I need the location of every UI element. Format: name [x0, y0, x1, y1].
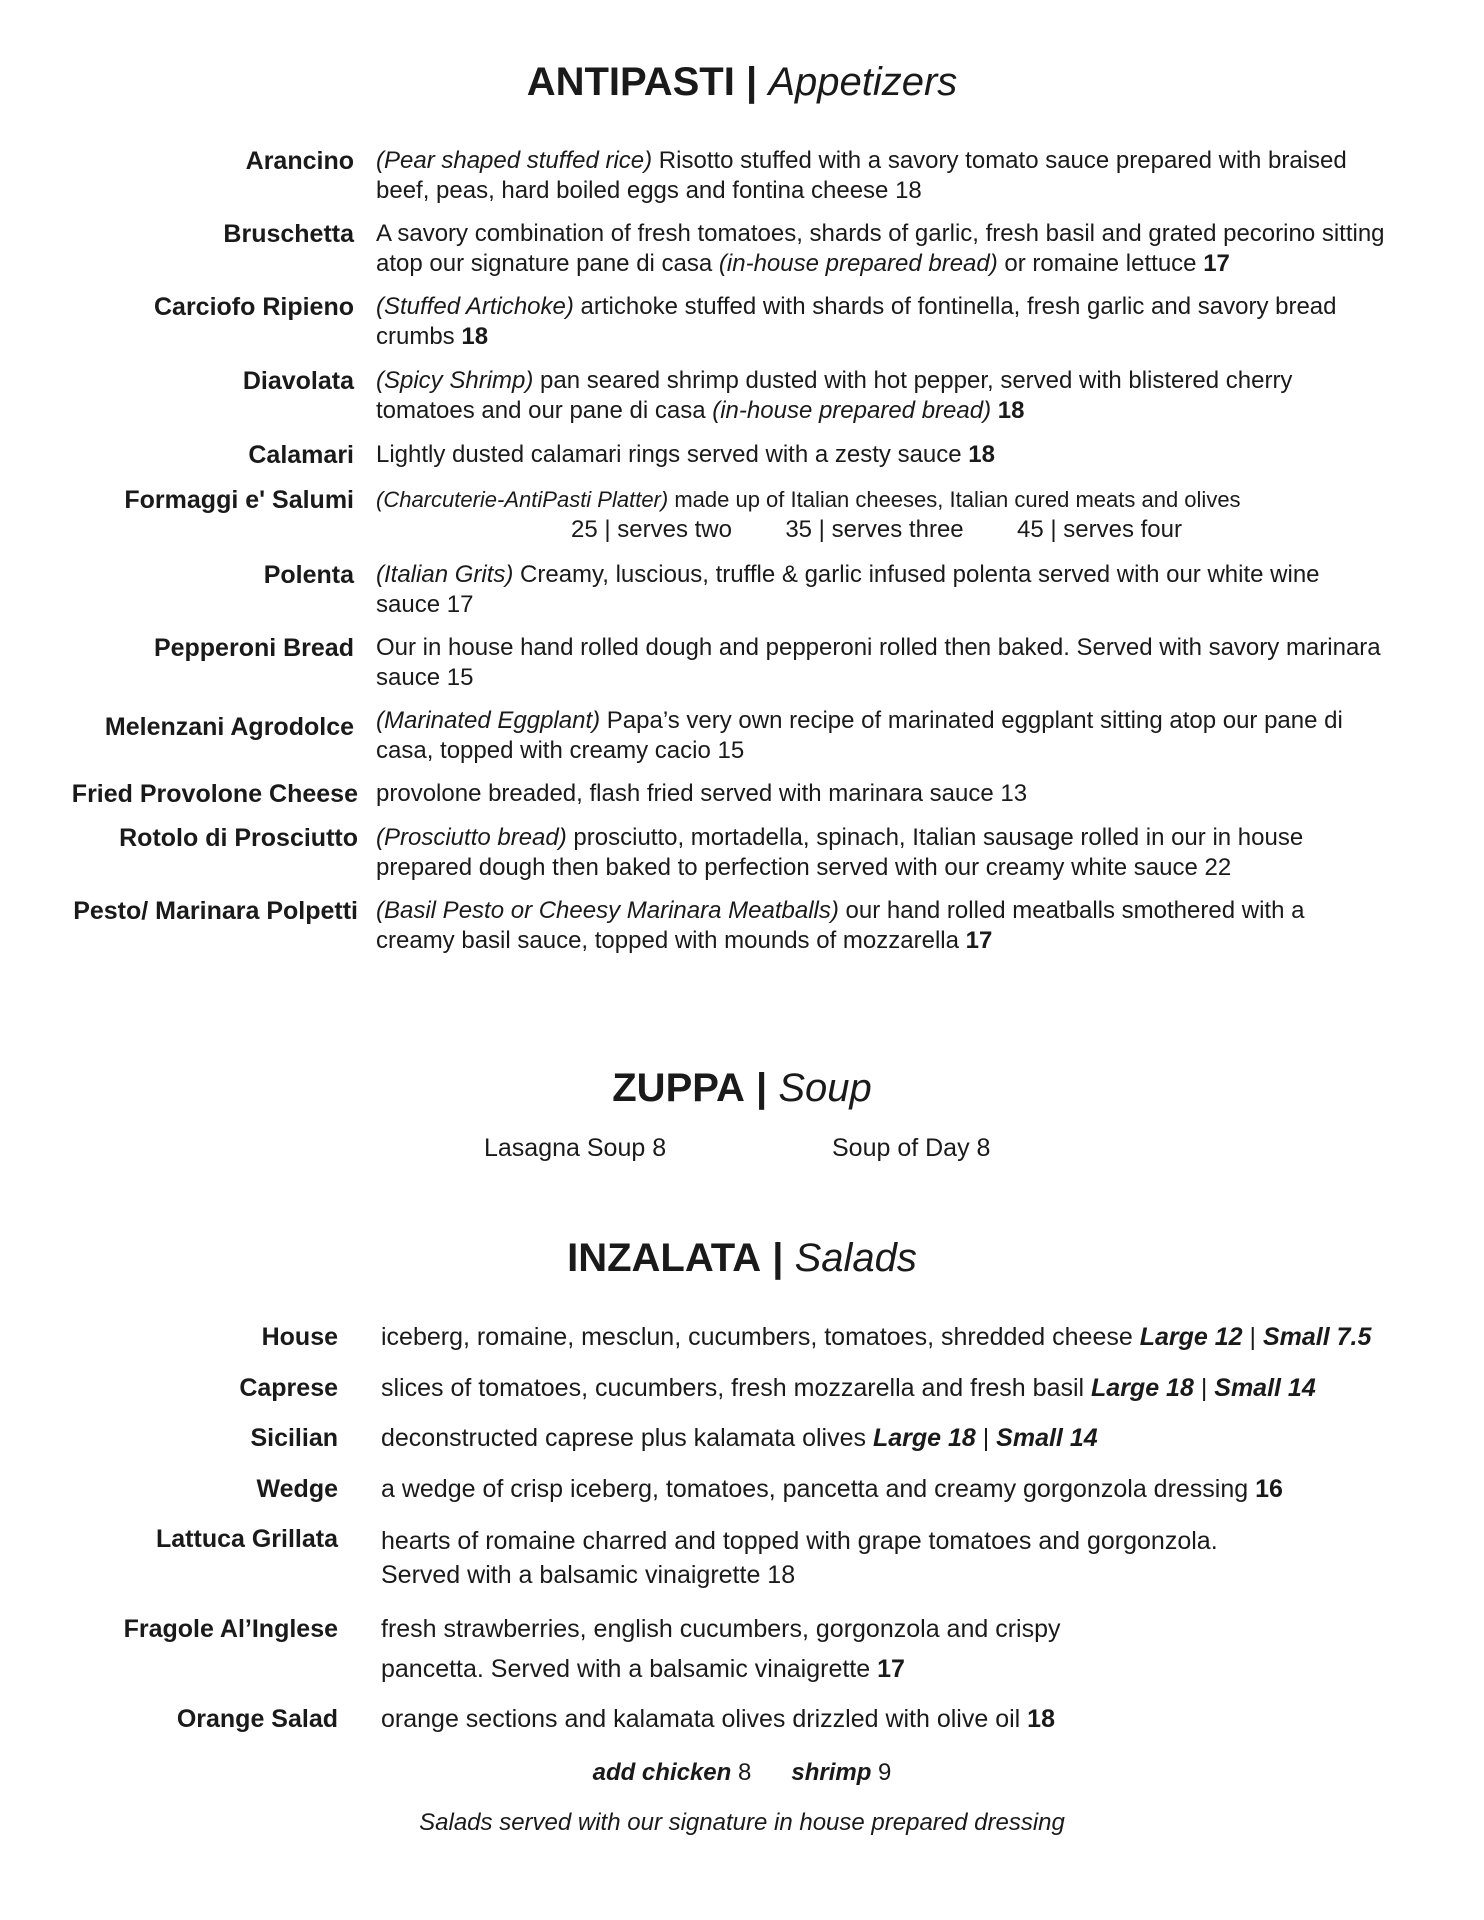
- item-price: 17: [877, 1655, 905, 1683]
- item-price: 18: [968, 441, 995, 468]
- item-description: [376, 896, 1386, 956]
- heading-separator: |: [755, 1066, 768, 1110]
- addon-shrimp-price: 9: [878, 1759, 892, 1786]
- size-option: 35 | serves three: [785, 516, 964, 543]
- item-description: [376, 706, 1386, 766]
- item-text: Papa’s very own recipe of marinated eggplant sitting atop our pane di casa, topped with creamy cacio: [376, 707, 1343, 764]
- item-description: [381, 1609, 1391, 1689]
- item-name: Lattuca Grillata: [156, 1525, 338, 1553]
- item-description: [376, 560, 1386, 620]
- item-note: (Spicy Shrimp): [376, 367, 534, 394]
- item-description: [381, 1373, 1391, 1403]
- item-description: [381, 1322, 1391, 1352]
- item-name: Polenta: [263, 561, 354, 589]
- item-name: Caprese: [239, 1374, 338, 1402]
- heading-separator: |: [772, 1236, 784, 1280]
- item-price: 18: [461, 323, 489, 350]
- platter-sizes: [571, 515, 1386, 545]
- item-price: 22: [1204, 854, 1232, 881]
- item-text: Creamy, luscious, truffle & garlic infused polenta served with our white wine sauce: [376, 561, 1320, 618]
- zuppa-subtitle: Soup: [778, 1066, 872, 1110]
- item-note: (Italian Grits): [376, 561, 514, 588]
- addon-shrimp-label: shrimp: [791, 1759, 872, 1786]
- item-description: [381, 1423, 1391, 1453]
- item-name: Bruschetta: [223, 220, 354, 248]
- small-price: Small 14: [996, 1424, 1098, 1452]
- inzalata-title: INZALATA: [567, 1236, 762, 1280]
- item-description: [376, 366, 1386, 426]
- inzalata-subtitle: Salads: [794, 1236, 917, 1280]
- item-name: Melenzani Agrodolce: [104, 713, 354, 741]
- item-description: [381, 1474, 1391, 1504]
- item-text: fresh strawberries, english cucumbers, gorgonzola and crispy: [381, 1615, 1061, 1643]
- large-price: Large 18: [872, 1424, 976, 1452]
- item-note: (Stuffed Artichoke): [376, 293, 574, 320]
- item-note: (Basil Pesto or Cheesy Marinara Meatballs): [376, 897, 839, 924]
- addon-chicken-price: 8: [737, 1759, 752, 1786]
- soup-item: Soup of Day 8: [832, 1134, 991, 1162]
- item-name: Pesto/ Marinara Polpetti: [73, 897, 358, 925]
- item-price: 17: [965, 927, 993, 954]
- item-text: a wedge of crisp iceberg, tomatoes, pancetta and creamy gorgonzola dressing: [381, 1475, 1256, 1503]
- item-name: Arancino: [245, 147, 354, 175]
- salad-addons: [0, 1758, 1484, 1788]
- item-description: [376, 779, 1386, 809]
- item-text: A savory combination of fresh tomatoes, shards of garlic, fresh basil and grated pecorino sitting atop our signature pane di casa: [376, 220, 1385, 277]
- antipasti-heading: [0, 58, 1484, 106]
- large-price: Large 18: [1091, 1374, 1194, 1402]
- item-price: 18: [1027, 1705, 1055, 1733]
- item-price: 16: [1255, 1475, 1283, 1503]
- item-note: (in-house prepared bread): [712, 397, 992, 424]
- antipasti-subtitle: Appetizers: [768, 60, 958, 104]
- item-name: Orange Salad: [176, 1705, 338, 1733]
- item-text: artichoke stuffed with shards of fontinella, fresh garlic and savory bread crumbs: [376, 293, 1337, 350]
- item-price: 15: [446, 664, 474, 691]
- antipasti-title: ANTIPASTI: [526, 60, 735, 104]
- size-option: 45 | serves four: [1016, 516, 1182, 543]
- item-note: (Charcuterie-AntiPasti Platter): [376, 487, 669, 512]
- item-description: [376, 485, 1386, 545]
- item-name: Sicilian: [250, 1424, 338, 1452]
- item-text: Lightly dusted calamari rings served with a zesty sauce: [376, 441, 969, 468]
- item-text: or romaine lettuce: [997, 250, 1204, 277]
- small-price: Small 14: [1214, 1374, 1316, 1402]
- item-text: made up of Italian cheeses, Italian cured meats and olives: [668, 487, 1241, 512]
- item-text: Our in house hand rolled dough and pepperoni rolled then baked. Served with savory marinara sauce: [376, 634, 1381, 691]
- item-price: 13: [1000, 780, 1028, 807]
- item-text: deconstructed caprese plus kalamata olives: [381, 1424, 873, 1452]
- item-description: [381, 1524, 1391, 1592]
- item-description: [376, 440, 1386, 470]
- item-price: 17: [1203, 250, 1230, 277]
- item-text: provolone breaded, flash fried served with marinara sauce: [376, 780, 1001, 807]
- item-text: prosciutto, mortadella, spinach, Italian sausage rolled in our in house prepared dough then baked to perfection served with our creamy white sauce: [376, 824, 1304, 881]
- item-text: Risotto stuffed with a savory tomato sauce prepared with braised beef, peas, hard boiled eggs and fontina cheese: [376, 147, 1347, 204]
- item-name: Wedge: [256, 1475, 338, 1503]
- item-name: Fried Provolone Cheese: [71, 780, 358, 808]
- item-name: Carciofo Ripieno: [153, 293, 354, 321]
- item-name: Fragole Al’Inglese: [123, 1615, 338, 1643]
- item-text: our hand rolled meatballs smothered with a creamy basil sauce, topped with mounds of mozzarella: [376, 897, 1305, 954]
- item-name: Calamari: [248, 441, 354, 469]
- item-name: Rotolo di Prosciutto: [119, 824, 358, 852]
- item-note: (Prosciutto bread): [376, 824, 567, 851]
- item-description: [376, 292, 1386, 352]
- item-text: Served with a balsamic vinaigrette: [381, 1561, 768, 1589]
- addon-chicken: [593, 1759, 752, 1786]
- inzalata-heading: [0, 1234, 1484, 1282]
- size-separator: |: [1242, 1323, 1263, 1351]
- size-separator: |: [1193, 1374, 1215, 1402]
- item-text: iceberg, romaine, mesclun, cucumbers, tomatoes, shredded cheese: [381, 1323, 1140, 1351]
- size-option: 25 | serves two: [571, 516, 732, 543]
- item-description: [381, 1704, 1391, 1734]
- heading-separator: |: [745, 60, 758, 104]
- item-price: 18: [997, 397, 1025, 424]
- item-note: (in-house prepared bread): [718, 250, 998, 277]
- item-name: Formaggi e' Salumi: [124, 486, 354, 514]
- item-text: pancetta. Served with a balsamic vinaigrette: [381, 1655, 878, 1683]
- item-text: hearts of romaine charred and topped with grape tomatoes and gorgonzola.: [381, 1527, 1218, 1555]
- item-description: [376, 146, 1386, 206]
- item-text: orange sections and kalamata olives drizzled with olive oil: [381, 1705, 1028, 1733]
- item-description: [376, 633, 1386, 693]
- item-price: 18: [767, 1561, 796, 1589]
- item-price: 15: [717, 737, 745, 764]
- item-text: pan seared shrimp dusted with hot pepper, served with blistered cherry tomatoes and our pane di casa: [376, 367, 1293, 424]
- item-description: [376, 823, 1386, 883]
- item-note: (Pear shaped stuffed rice): [376, 147, 653, 174]
- soup-item: Lasagna Soup 8: [484, 1134, 667, 1162]
- item-price: 18: [895, 177, 922, 204]
- zuppa-title: ZUPPA: [612, 1066, 745, 1110]
- zuppa-heading: [0, 1064, 1484, 1112]
- item-name: Diavolata: [242, 367, 354, 395]
- salad-footer-note: Salads served with our signature in house prepared dressing: [419, 1809, 1065, 1836]
- large-price: Large 12: [1139, 1323, 1243, 1351]
- item-name: House: [261, 1323, 338, 1351]
- item-note: (Marinated Eggplant): [376, 707, 601, 734]
- item-name: Pepperoni Bread: [153, 634, 354, 662]
- item-text: slices of tomatoes, cucumbers, fresh mozzarella and fresh basil: [381, 1374, 1092, 1402]
- addon-shrimp: [791, 1759, 891, 1786]
- size-separator: |: [975, 1424, 997, 1452]
- item-price: 17: [446, 591, 474, 618]
- small-price: Small 7.5: [1262, 1323, 1372, 1351]
- item-description: [376, 219, 1386, 279]
- addon-chicken-label: add chicken: [592, 1759, 732, 1786]
